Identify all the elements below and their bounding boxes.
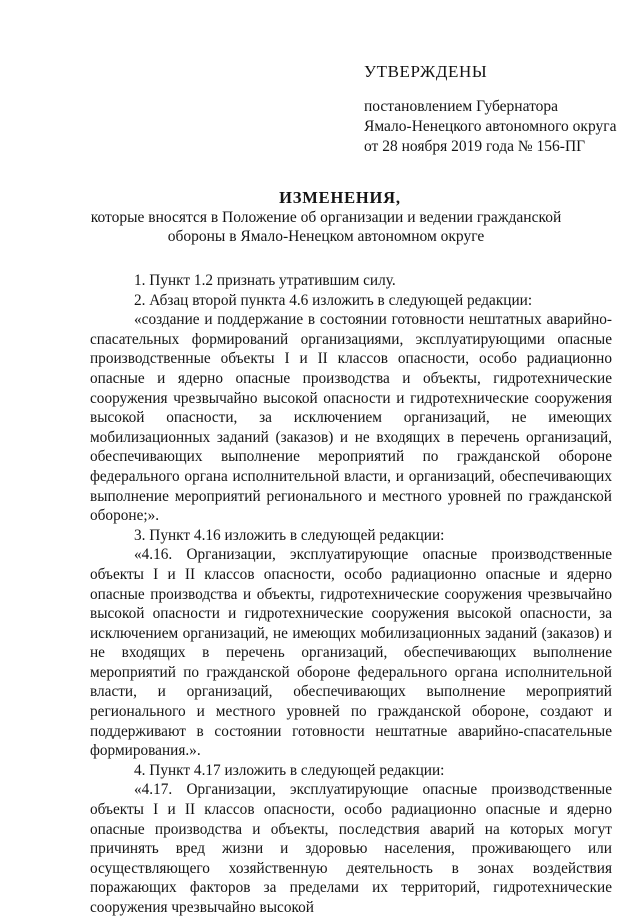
document-subtitle-line: обороны в Ямало-Ненецком автономном округе bbox=[167, 228, 485, 245]
paragraph-item-1: 1. Пункт 1.2 признать утратившим силу. bbox=[134, 272, 396, 289]
approval-title: УТВЕРЖДЕНЫ bbox=[364, 62, 488, 81]
paragraph-item-4: 4. Пункт 4.17 изложить в следующей редакции: bbox=[134, 761, 445, 779]
approval-line: от 28 ноября 2019 года № 156-ПГ bbox=[364, 138, 586, 155]
paragraph-quote-4-16: «4.16. Организации, эксплуатирующие опасные производственные объекты I и II классов опасности, особо радиационно опасные и ядерно опасные производства и объекты, гидротехнические сооружения чрезвычайно высокой опасности и гидротехнические сооружения высокой опасности, за исключением организаций, не имеющих мобилизационных заданий (заказов) и не входящих в перечень организаций, обеспечивающих выполнение мероприятий по гражданской обороне федерального органа исполнительной власти, и организаций, обеспечивающих выполнение мероприятий регионального и местного уровней по гражданской обороне, создают и поддерживают в состоянии готовности нештатные аварийно-спасательные формирования.». bbox=[90, 546, 612, 760]
approval-line: Ямало-Ненецкого автономного округа bbox=[364, 118, 617, 135]
document-subtitle-line: которые вносятся в Положение об организации и ведении гражданской bbox=[90, 209, 562, 226]
document-title: ИЗМЕНЕНИЯ, bbox=[279, 188, 401, 207]
paragraph-quote-4-6: «создание и поддержание в состоянии готовности нештатных аварийно-спасательных формирований организациями, эксплуатирующими опасные производственные объекты I и II классов опасности, особо радиационно опасные и ядерно опасные производства и объекты, гидротехнические сооружения чрезвычайно высокой опасности и гидротехнические сооружения высокой опасности, за исключением организаций, не имеющих мобилизационных заданий (заказов) и не входящих в перечень организаций, обеспечивающих выполнение мероприятий по гражданской обороне федерального органа исполнительной власти, и организаций, обеспечивающих выполнение мероприятий регионального и местного уровней по гражданской обороне;». bbox=[90, 311, 612, 525]
document-body bbox=[90, 271, 612, 918]
paragraph-quote-4-17: «4.17. Организации, эксплуатирующие опасные производственные объекты I и II классов опасности, особо радиационно опасные и ядерно опасные производства и объекты, последствия аварий на которых могут причинять вред жизни и здоровью населения, проживающего или осуществляющего хозяйственную деятельность в зонах воздействия поражающих факторов за пределами их территорий, гидротехнические сооружения чрезвычайно высокой bbox=[90, 781, 612, 916]
document-heading bbox=[0, 188, 640, 246]
paragraph-item-2: 2. Абзац второй пункта 4.6 изложить в следующей редакции: bbox=[134, 291, 533, 309]
approval-line: постановлением Губернатора bbox=[364, 98, 559, 115]
paragraph-item-3: 3. Пункт 4.16 изложить в следующей редакции: bbox=[134, 526, 445, 544]
approval-block bbox=[364, 62, 634, 157]
